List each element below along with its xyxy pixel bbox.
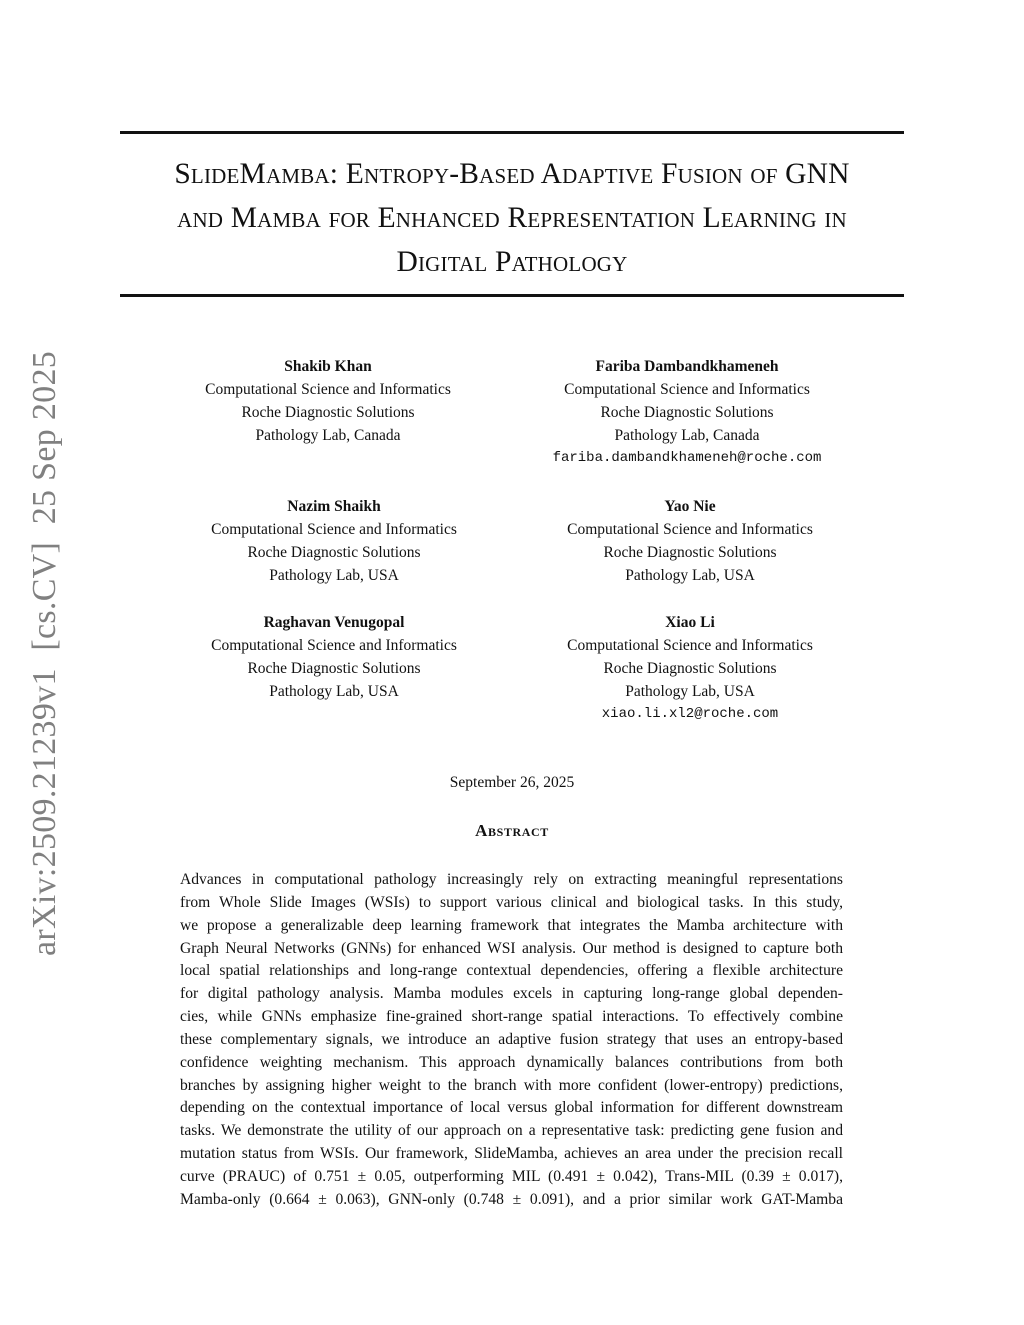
author-affiliation-line: Computational Science and Informatics	[211, 521, 457, 538]
abstract-line: cies, while GNNs emphasize fine-grained short-range spatial interactions. To effectively combine	[180, 1008, 843, 1026]
author-name: Nazim Shaikh	[287, 498, 381, 515]
author-name: Fariba Dambandkhameneh	[595, 358, 779, 375]
arxiv-identifier-stamp: arXiv:2509.21239v1 [cs.CV] 25 Sep 2025	[26, 350, 63, 956]
abstract-heading: Abstract	[475, 821, 549, 840]
author-affiliation-line: Roche Diagnostic Solutions	[603, 544, 777, 561]
abstract-line: branches by assigning higher weight to the branch with more confident (lower-entropy) predictions,	[180, 1076, 843, 1094]
paper-title	[120, 152, 904, 284]
author-affiliation-line: Computational Science and Informatics	[564, 381, 810, 398]
author-nazim-shaikh	[184, 495, 484, 587]
author-affiliation-line: Pathology Lab, Canada	[255, 427, 401, 444]
author-affiliation-line: Pathology Lab, USA	[625, 683, 755, 700]
abstract-line: Advances in computational pathology increasingly rely on extracting meaningful representations	[180, 871, 843, 888]
title-line: SlideMamba: Entropy-Based Adaptive Fusion of GNN	[174, 158, 850, 190]
abstract-line: for digital pathology analysis. Mamba modules excels in capturing long-range global dependen-	[180, 985, 843, 1003]
abstract-line: these complementary signals, we introduce an adaptive fusion strategy that uses an entropy-based	[180, 1030, 843, 1048]
author-name: Xiao Li	[665, 614, 715, 631]
title-top-rule	[120, 131, 904, 134]
abstract-line: we propose a generalizable deep learning framework that integrates the Mamba architecture with	[180, 916, 843, 934]
author-affiliation-line: Roche Diagnostic Solutions	[600, 404, 774, 421]
abstract-line: mutation status from WSIs. Our framework, SlideMamba, achieves an area under the precision recall	[180, 1145, 843, 1163]
abstract-line: depending on the contextual importance of local versus global information for different downstream	[180, 1099, 843, 1117]
author-email-link[interactable]: fariba.dambandkhameneh@roche.com	[552, 450, 822, 466]
author-affiliation-line: Roche Diagnostic Solutions	[247, 660, 421, 677]
author-affiliation-line: Roche Diagnostic Solutions	[241, 404, 415, 421]
author-raghavan-venugopal	[184, 611, 484, 703]
author-xiao-li	[540, 611, 840, 726]
author-shakib-khan	[178, 355, 478, 447]
publication-date: September 26, 2025	[449, 774, 575, 791]
abstract-line: local spatial relationships and long-range contextual dependencies, offering a flexible architecture	[180, 962, 843, 980]
author-name: Raghavan Venugopal	[263, 614, 405, 631]
author-affiliation-line: Computational Science and Informatics	[567, 637, 813, 654]
title-bottom-rule	[120, 294, 904, 297]
abstract-line: from Whole Slide Images (WSIs) to support various clinical and biological tasks. In this study,	[180, 893, 843, 911]
author-affiliation-line: Computational Science and Informatics	[567, 521, 813, 538]
title-line: and Mamba for Enhanced Representation Learning in	[177, 202, 847, 234]
author-fariba-dambandkhameneh	[532, 355, 842, 470]
abstract-line: tasks. We demonstrate the utility of our approach on a representative task: predicting gene fusion and	[180, 1122, 843, 1140]
abstract-line: Mamba-only (0.664 ± 0.063), GNN-only (0.748 ± 0.091), and a prior similar work GAT-Mamba	[180, 1190, 843, 1208]
author-affiliation-line: Roche Diagnostic Solutions	[247, 544, 421, 561]
author-affiliation-line: Computational Science and Informatics	[205, 381, 451, 398]
title-line: Digital Pathology	[396, 246, 628, 278]
author-affiliation-line: Pathology Lab, USA	[269, 567, 399, 584]
abstract-line: Graph Neural Networks (GNNs) for enhanced WSI analysis. Our method is designed to capture both	[180, 939, 843, 957]
author-affiliation-line: Computational Science and Informatics	[211, 637, 457, 654]
author-yao-nie	[540, 495, 840, 587]
author-affiliation-line: Pathology Lab, Canada	[614, 427, 760, 444]
author-email-link[interactable]: xiao.li.xl2@roche.com	[601, 706, 779, 722]
author-name: Shakib Khan	[284, 358, 372, 375]
author-affiliation-line: Pathology Lab, USA	[625, 567, 755, 584]
author-affiliation-line: Roche Diagnostic Solutions	[603, 660, 777, 677]
abstract-body	[180, 869, 843, 1212]
author-name: Yao Nie	[664, 498, 716, 515]
abstract-line: confidence weighting mechanism. This approach dynamically balances contributions from both	[180, 1053, 843, 1071]
abstract-line: curve (PRAUC) of 0.751 ± 0.05, outperforming MIL (0.491 ± 0.042), Trans-MIL (0.39 ± 0.017),	[180, 1167, 843, 1185]
author-affiliation-line: Pathology Lab, USA	[269, 683, 399, 700]
